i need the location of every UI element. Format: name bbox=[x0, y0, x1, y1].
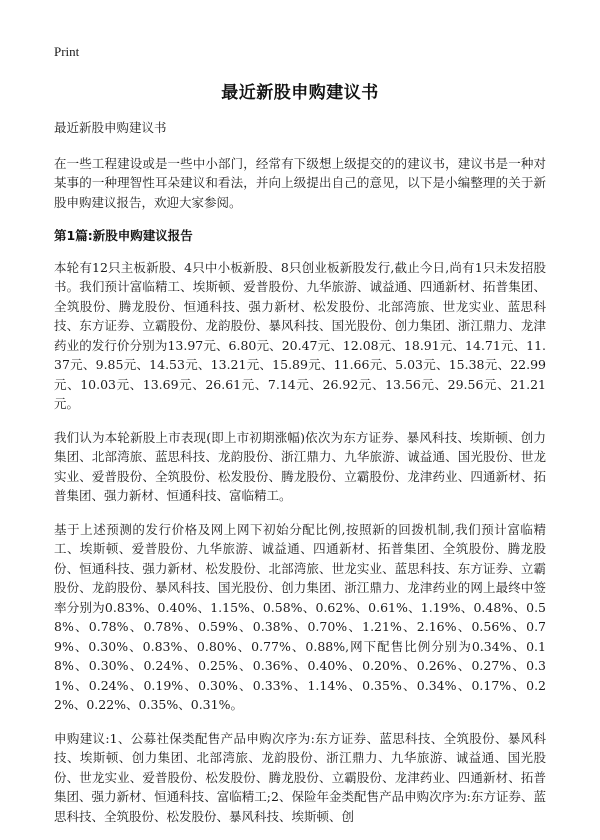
section-heading: 第1篇:新股申购建议报告 bbox=[54, 228, 193, 243]
document-body bbox=[54, 118, 546, 840]
document-subtitle: 最近新股申购建议书 bbox=[54, 120, 167, 135]
document-title: 最近新股申购建议书 bbox=[221, 83, 379, 103]
paragraph-issue-prices: 本轮有12只主板新股、4只中小板新股、8只创业板新股发行,截止今日,尚有1只未发招股书。我们预计富临精工、埃斯顿、爱普股份、九华旅游、诚益通、四通新材、拓普集团、全筑股份、腾龙股份、恒通科技、强力新材、松发股份、北部湾旅、世龙实业、蓝思科技、东方证券、立霸股份、龙韵股份、暴风科技、国光股份、创力集团、浙江鼎力、龙津药业的发行价分别为13.97元、6.80元、20.47元、12.08元、18.91元、14.71元、11.37元、9.85元、14.53元、13.21元、15.89元、11.66元、5.03元、15.38元、22.99元、10.03元、13.69元、26.61元、7.14元、26.92元、13.56元、29.56元、21.21元。 bbox=[54, 259, 546, 411]
paragraph-subscription-advice: 申购建议:1、公募社保类配售产品申购次序为:东方证券、蓝思科技、全筑股份、暴风科技、埃斯顿、创力集团、北部湾旅、龙韵股份、浙江鼎力、九华旅游、诚益通、国光股份、世龙实业、爱普股份、松发股份、腾龙股份、立霸股份、龙津药业、四通新材、拓普集团、强力新材、恒通科技、富临精工;2、保险年金类配售产品申购次序为:东方证券、蓝思科技、全筑股份、松发股份、暴风科技、埃斯顿、创 bbox=[54, 730, 546, 824]
paragraph-performance-ranking: 我们认为本轮新股上市表现(即上市初期涨幅)依次为东方证券、暴风科技、埃斯顿、创力集团、北部湾旅、蓝思科技、龙韵股份、浙江鼎力、九华旅游、诚益通、国光股份、世龙实业、爱普股份、全筑股份、松发股份、腾龙股份、立霸股份、龙津药业、四通新材、拓普集团、强力新材、恒通科技、富临精工。 bbox=[54, 429, 546, 503]
paragraph-allotment-rates: 基于上述预测的发行价格及网上网下初始分配比例,按照新的回拨机制,我们预计富临精工、埃斯顿、爱普股份、九华旅游、诚益通、四通新材、拓普集团、全筑股份、腾龙股份、恒通科技、强力新材、松发股份、北部湾旅、世龙实业、蓝思科技、东方证券、立霸股份、龙韵股份、暴风科技、国光股份、创力集团、浙江鼎力、龙津药业的网上最终中签率分别为0.83%、0.40%、1.15%、0.58%、0.62%、0.61%、1.19%、0.48%、0.58%、0.78%、0.78%、0.59%、0.38%、0.70%、1.21%、2.16%、0.56%、0.79%、0.30%、0.83%、0.80%、0.77%、0.88%,网下配售比例分别为0.34%、0.18%、0.30%、0.24%、0.25%、0.36%、0.40%、0.20%、0.26%、0.27%、0.31%、0.24%、0.19%、0.30%、0.33%、1.14%、0.35%、0.34%、0.17%、0.22%、0.22%、0.35%、0.31%。 bbox=[54, 521, 546, 712]
print-link[interactable]: Print bbox=[54, 44, 80, 59]
intro-paragraph: 在一些工程建设或是一些中小部门，经常有下级想上级提交的的建议书，建议书是一种对某事的一种理智性耳朵建议和看法，并向上级提出自己的意见，以下是小编整理的关于新股申购建议报告，欢迎大家参阅。 bbox=[54, 155, 546, 210]
